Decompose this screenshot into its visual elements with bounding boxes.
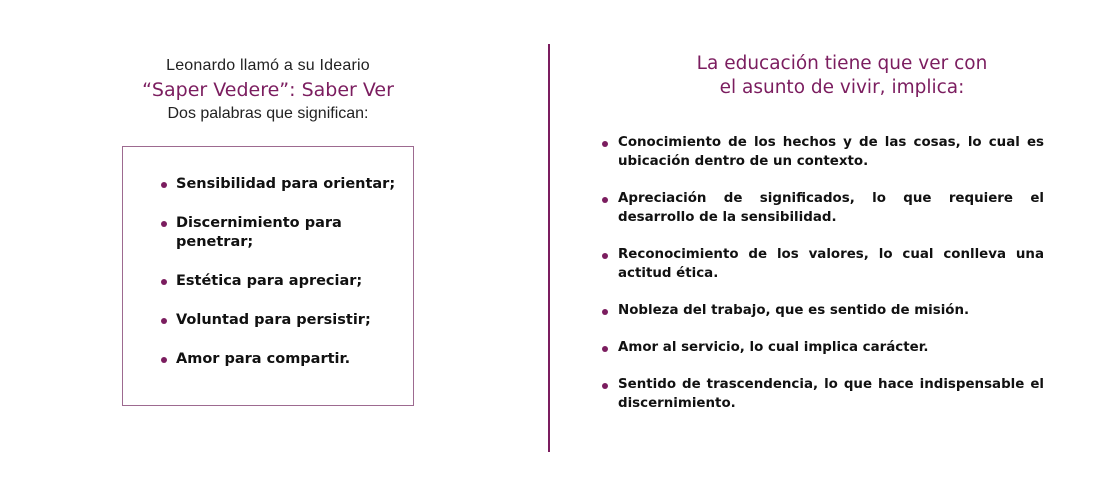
right-title-line-1: La educación tiene que ver con [696,53,988,74]
bullet-icon [602,253,608,259]
bullet-icon [602,346,608,352]
education-list [602,133,1044,431]
bullet-icon [161,318,167,324]
bullet-icon [602,197,608,203]
list-item-label: Amor al servicio, lo cual implica carácter. [618,340,929,355]
list-item-label: Sensibilidad para orientar; [176,176,396,192]
list-item [161,350,401,369]
bullet-icon [161,279,167,285]
list-item-label: Conocimiento de los hechos y de las cosas, lo cual es ubicación dentro de un contexto. [618,135,1044,169]
bullet-icon [602,383,608,389]
list-item-label: Estética para apreciar; [176,273,363,289]
bullet-icon [161,221,167,227]
list-item-label: Apreciación de significados, lo que requiere el desarrollo de la sensibilidad. [618,191,1044,225]
list-item-label: Voluntad para persistir; [176,312,371,328]
list-item [602,245,1044,283]
list-item [161,175,401,194]
list-item [602,189,1044,227]
left-header [118,56,418,124]
bullet-icon [161,357,167,363]
list-item [602,301,1044,320]
motto-title: “Saper Vedere”: Saber Ver [142,79,394,101]
list-item [602,338,1044,357]
definition-list [161,175,401,389]
bullet-icon [161,182,167,188]
list-item-label: Nobleza del trabajo, que es sentido de misión. [618,303,970,318]
bullet-icon [602,141,608,147]
list-item [161,214,401,252]
list-item-label: Amor para compartir. [176,351,351,367]
vertical-divider [548,44,550,452]
list-item [602,375,1044,413]
list-item [161,272,401,291]
list-item [602,133,1044,171]
intro-text: Leonardo llamó a su Ideario [166,57,370,74]
list-item-label: Discernimiento para penetrar; [176,215,342,250]
list-item-label: Sentido de trascendencia, lo que hace indispensable el discernimiento. [618,377,1044,411]
definition-box [122,146,414,406]
list-item [161,311,401,330]
subintro-text: Dos palabras que significan: [167,105,369,122]
bullet-icon [602,309,608,315]
right-title [600,52,1084,100]
list-item-label: Reconocimiento de los valores, lo cual conlleva una actitud ética. [618,247,1044,281]
right-title-line-2: el asunto de vivir, implica: [719,77,965,98]
